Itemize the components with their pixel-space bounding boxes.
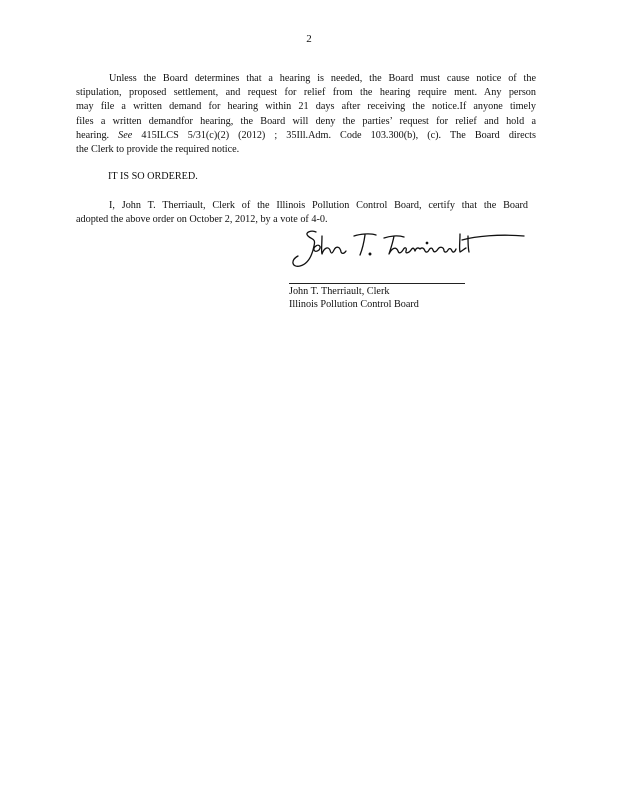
notice-line-4: files a written demandfor hearing, the Board will deny the parties’ request for relief and hold a [76,115,536,127]
handwritten-signature [286,224,532,272]
notice-line-1: Unless the Board determines that a hearing is needed, the Board must cause notice of the [109,73,536,84]
signer-organization: Illinois Pollution Control Board [289,299,419,310]
signer-block [289,285,419,311]
citation-signal: See [118,129,133,141]
certification-line-2: adopted the above order on October 2, 2012, by a vote of 4-0. [76,214,328,226]
page-number: 2 [306,33,312,45]
certification-line-1: I, John T. Therriault, Clerk of the Illinois Pollution Control Board, certify that the Board [109,200,528,211]
signer-name-title: John T. Therriault, Clerk [289,286,390,297]
signature-line [289,283,465,284]
notice-line-5: hearing. See 415ILCS 5/31(c)(2) (2012) ; 35Ill.Adm. Code 103.300(b), (c). The Board directs [76,129,536,141]
order-statement: IT IS SO ORDERED. [108,171,198,182]
notice-line-3: may file a written demand for hearing within 21 days after receiving the notice.If anyone timely [76,101,536,113]
notice-line-6: the Clerk to provide the required notice. [76,144,240,156]
notice-line-2: stipulation, proposed settlement, and request for relief from the hearing require ment. Any person [76,87,536,99]
notice-paragraph [76,72,536,157]
